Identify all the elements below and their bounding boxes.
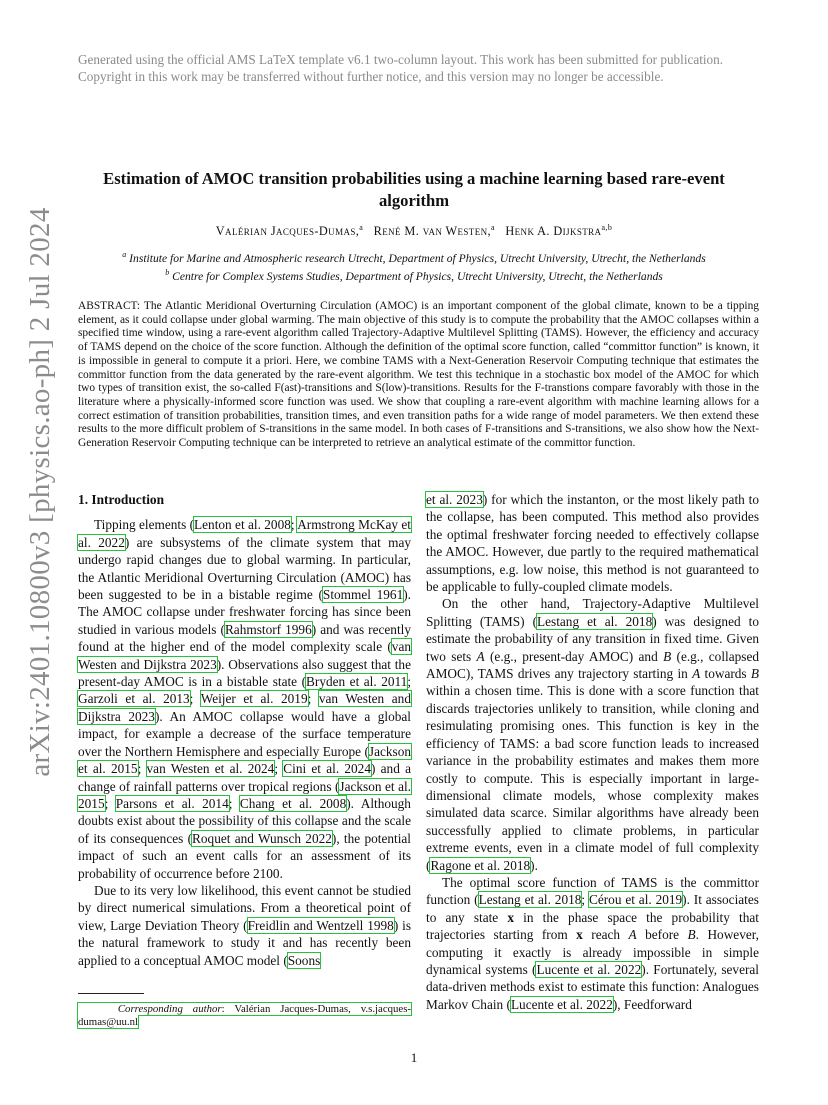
body-text: ), the potential impact of such an event calls for an assessment of its probability of occurrence before 2100. <box>78 830 411 881</box>
math-vector: x <box>507 909 515 925</box>
author-affiliation-mark: a <box>490 223 495 232</box>
citation-link[interactable]: Freidlin and Wentzell 1998 <box>247 917 394 933</box>
body-text: ; <box>228 795 240 811</box>
body-text: ; <box>274 761 284 777</box>
body-text: . However, computing it exactly is already impossible in simple dynamical systems ( <box>426 927 759 977</box>
body-text: Due to its very low likelihood, this event cannot be studied by direct numerical simulations. From a theoretical point of view, Large Deviation Theory ( <box>78 882 411 933</box>
paragraph <box>426 491 759 595</box>
page-number: 1 <box>410 1050 418 1065</box>
math-symbol: B <box>663 648 672 664</box>
citation-link[interactable]: Bryden et al. 2011 <box>306 674 408 690</box>
author-name: Valérian Jacques-Dumas, <box>215 224 360 239</box>
math-symbol: B <box>750 666 759 682</box>
citation-link[interactable]: Lucente et al. 2022 <box>536 961 642 977</box>
paragraph <box>78 516 411 882</box>
citation-link[interactable]: van Westen and Dijkstra 2023 <box>78 639 411 672</box>
paragraph <box>426 874 759 1013</box>
footnote <box>78 1003 411 1029</box>
author-name: René M. van Westen, <box>373 224 491 239</box>
citation-link[interactable]: Soons <box>287 952 321 968</box>
citation-link[interactable]: van Westen et al. 2024 <box>146 761 275 777</box>
left-column <box>78 491 411 969</box>
math-symbol: B <box>687 927 696 943</box>
citation-link[interactable]: Lestang et al. 2018 <box>537 613 653 629</box>
body-text: before <box>636 927 688 943</box>
footnote-text: : Valérian Jacques-Dumas, v.s.jacques-dumas@uu.nl <box>78 1003 411 1028</box>
affiliation-line <box>78 248 750 266</box>
body-text: ; <box>407 674 412 690</box>
body-text: ). Observations also suggest that the present-day AMOC is in a bistable state ( <box>78 656 411 690</box>
body-text: within a chosen time. This is done with a score function that discards trajectories unlikely to transition, while cloning and resimulating promising ones. This function is key in the efficiency of TAMS: a bad score function leads to increased variance in the probability estimates and makes them more costly to compute. This is especially important in large-dimensional climate models, whose complexity makes simulated data scarce. Similar algorithms have already been successfully applied to climate problems, in particular extreme events, even in a climate model of full complexity ( <box>426 683 759 873</box>
affiliation-mark: b <box>165 268 170 278</box>
citation-link[interactable]: Lucente et al. 2022 <box>510 996 613 1012</box>
body-text: ). The AMOC collapse under freshwater forcing has since been studied in various models ( <box>78 587 411 637</box>
body-text: ) was designed to estimate the probability of any transition in fixed time. Given two sets <box>426 613 759 664</box>
citation-link[interactable]: Chang et al. 2008 <box>239 795 347 811</box>
body-text: ), Feedforward <box>612 996 692 1012</box>
citation-link[interactable]: Ragone et al. 2018 <box>430 857 531 873</box>
body-text: ; <box>189 691 201 707</box>
citation-link[interactable]: et al. 2023 <box>426 492 483 507</box>
paper-title: Estimation of AMOC transition probabilities using a machine learning based rare-event algorithm <box>103 169 725 210</box>
body-text: ). An AMOC collapse would have a global impact, for example a decrease of the surface temperature over the Northern Hemisphere and especially Europe ( <box>78 708 411 759</box>
citation-link[interactable]: Cini et al. 2024 <box>283 761 371 777</box>
body-text: ) and a change of rainfall patterns over tropical regions ( <box>78 761 411 794</box>
body-text: ) are subsystems of the climate system that may undergo rapid changes due to global warming. In particular, the Atlantic Meridional Overturning Circulation (AMOC) has been suggested to be in a bistable regime ( <box>78 534 411 603</box>
body-text: ) is the natural framework to study it and has recently been applied to a conceptual AMOC model ( <box>78 917 412 968</box>
paragraph <box>78 882 411 969</box>
citation-link[interactable]: Lenton et al. 2008 <box>194 517 291 533</box>
body-text: ; <box>581 892 589 908</box>
body-text: ). It associates to any state <box>426 892 759 925</box>
affiliation-text: Institute for Marine and Atmospheric research Utrecht, Department of Physics, Utrecht University, Utrecht, the Netherlands <box>129 251 706 265</box>
author-affiliation-mark: a,b <box>601 223 613 232</box>
author-affiliation-mark: a <box>359 223 364 232</box>
body-text: ). <box>530 857 538 873</box>
affiliations <box>78 248 750 285</box>
citation-link[interactable]: van Westen and Dijkstra 2023 <box>78 691 411 724</box>
body-text: (e.g., present-day AMOC) and <box>484 648 664 664</box>
affiliation-text: Centre for Complex Systems Studies, Department of Physics, Utrecht University, Utrecht, the Netherlands <box>172 270 663 284</box>
body-text: ). Fortunately, several data-driven methods exist to estimate this function: Analogues Markov Chain ( <box>426 961 759 1012</box>
affiliation-line <box>78 266 750 284</box>
citation-link[interactable]: Garzoli et al. 2013 <box>78 691 190 707</box>
math-symbol: A <box>476 648 485 664</box>
body-text: ). Although doubts exist about the possibility of this collapse and the scale of its consequences ( <box>78 795 411 846</box>
right-column <box>426 491 759 1013</box>
citation-link[interactable]: Parsons et al. 2014 <box>115 795 229 811</box>
affiliation-mark: a <box>122 250 127 259</box>
body-text: ) for which the instanton, or the most likely path to the collapse, has been computed. This method also provides the optimal freshwater forcing needed to effectively collapse the AMOC. However, due partly to the required mathematical assumptions, e.g. low noise, this method is not guaranteed to be applicable to fully-coupled climate models. <box>426 492 759 595</box>
math-symbol: A <box>692 666 701 682</box>
footnote-label: Corresponding author <box>117 1003 222 1015</box>
citation-link[interactable]: Cérou et al. 2019 <box>588 892 683 908</box>
footnote-rule <box>78 993 144 994</box>
body-text: ; <box>104 795 116 811</box>
arxiv-identifier[interactable]: arXiv:2401.10800v3 [physics.ao-ph] 2 Jul 2024 <box>24 207 56 777</box>
body-text: in the phase space the probability that trajectories starting from <box>426 909 759 943</box>
citation-link[interactable]: Armstrong McKay et al. 2022 <box>78 517 411 550</box>
author-list <box>78 223 750 239</box>
citation-link[interactable]: Rahmstorf 1996 <box>224 621 312 637</box>
body-text: reach <box>582 927 629 943</box>
body-text: (e.g., collapsed AMOC), TAMS drives any trajectory starting in <box>426 648 759 682</box>
citation-link[interactable]: Lestang et al. 2018 <box>478 892 582 908</box>
submission-notice: Generated using the official AMS LaTeX template v6.1 two-column layout. This work has been submitted for publication. Copyright in this work may be transferred without further notice, and this version may no longer be accessible. <box>78 52 724 84</box>
body-text: The optimal score function of TAMS is the committor function ( <box>426 874 759 908</box>
abstract: ABSTRACT: The Atlantic Meridional Overturning Circulation (AMOC) is an important component of the global climate, known to be a tipping element, as it could collapse under global warming. The main objective of this study is to compute the probability that the AMOC collapses within a specified time window, using a rare-event algorithm called Trajectory-Adaptive Multilevel Splitting (TAMS). However, the efficiency and accuracy of TAMS depend on the choice of the score function. Although the definition of the optimal score function, called “committor function” is known, it is impossible in general to compute it a priori. Here, we combine TAMS with a Next-Generation Reservoir Computing technique that estimates the committor function from the data generated by the rare-event algorithm. We test this technique in a stochastic box model of the AMOC for which two types of transition exist, the so-called F(ast)-transitions and S(low)-transitions. Results for the F-transtions compare favorably with those in the literature where a physically-informed score function was used. We show that coupling a rare-event algorithm with machine learning allows for a correct estimation of transition probabilities, transition times, and even transition paths for a wide range of model parameters. We then extend these results to the more difficult problem of S-transitions in the same model. In both cases of F-transitions and S-transitions, we also show how the Next-Generation Reservoir Computing technique can be interpreted to retrieve an analytical estimate of the committor function. <box>78 300 759 450</box>
paragraph <box>426 595 759 874</box>
footnote-link[interactable] <box>78 1003 411 1028</box>
body-text: ; <box>137 761 147 777</box>
body-text: ; <box>307 691 319 707</box>
body-text: ; <box>290 517 298 533</box>
body-text: On the other hand, Trajectory-Adaptive Multilevel Splitting (TAMS) ( <box>426 596 759 629</box>
body-text: towards <box>700 666 751 682</box>
body-text: ) and was recently found at the higher end of the model complexity scale ( <box>78 621 411 655</box>
citation-link[interactable]: Jackson et al. 2015 <box>78 778 412 811</box>
body-text: Tipping elements ( <box>94 517 195 533</box>
math-symbol: A <box>628 927 637 943</box>
math-vector: x <box>576 927 583 943</box>
author-name: Henk A. Dijkstra <box>505 224 602 239</box>
citation-link[interactable]: Weijer et al. 2019 <box>200 691 308 707</box>
citation-link[interactable]: Roquet and Wunsch 2022 <box>192 830 332 846</box>
citation-link[interactable]: Jackson et al. 2015 <box>78 743 411 777</box>
citation-link[interactable]: Stommel 1961 <box>322 587 404 603</box>
section-heading: 1. Introduction <box>78 492 165 507</box>
